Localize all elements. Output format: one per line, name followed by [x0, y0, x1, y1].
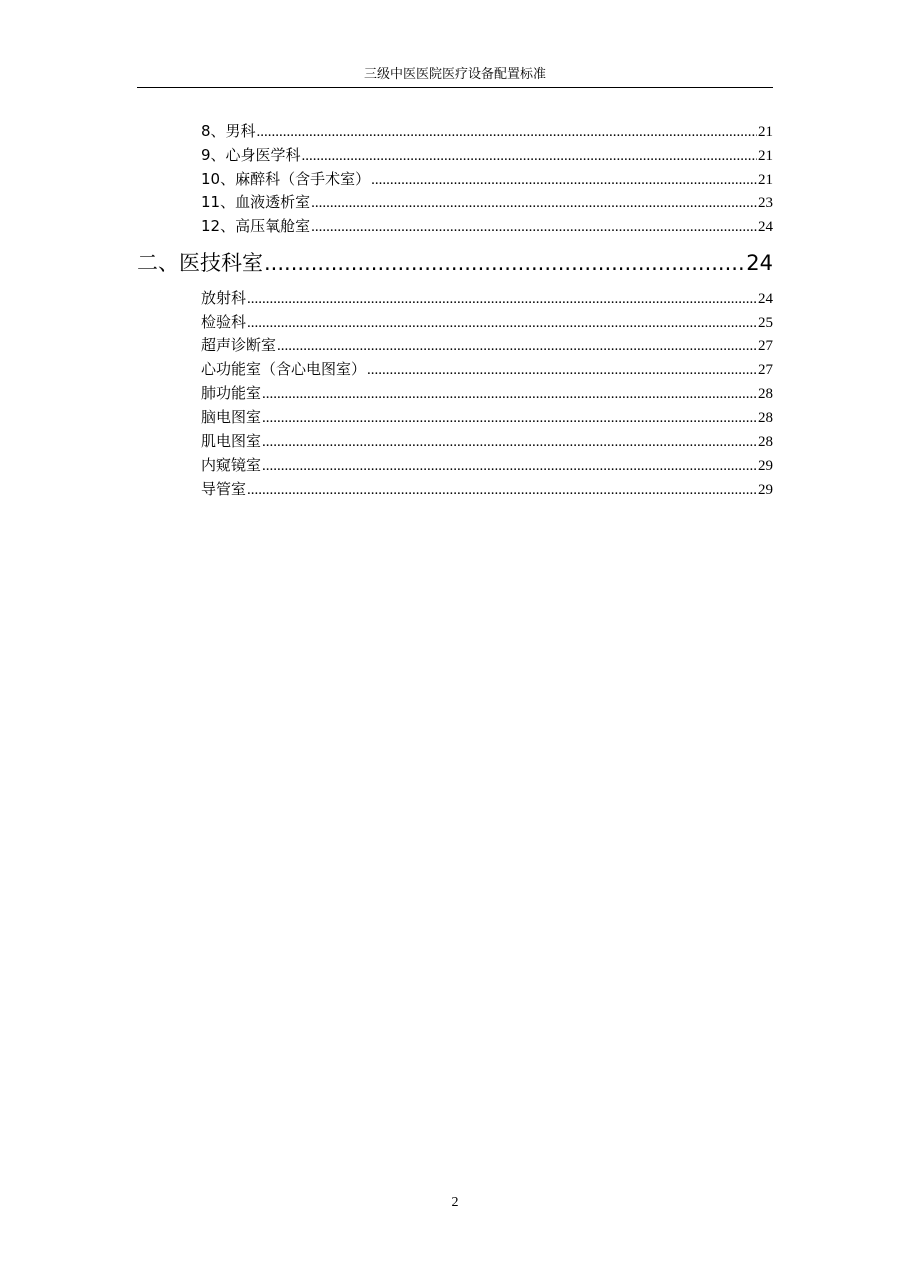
toc-entry-catheter-lab[interactable]: [201, 477, 773, 501]
toc-dot-leader: [262, 430, 757, 454]
toc-entry-anesthesia[interactable]: [201, 167, 773, 191]
toc-entry-page: 29: [758, 458, 773, 474]
toc-entry-hemodialysis[interactable]: [201, 190, 773, 214]
toc-dot-leader: [367, 358, 757, 382]
toc-entry-psychosomatic[interactable]: [201, 143, 773, 167]
toc-entry-label: 检验科: [201, 313, 247, 331]
toc-entry-eeg[interactable]: [201, 405, 773, 429]
toc-entry-page: 23: [758, 195, 773, 211]
toc-entry-label: 10、麻醉科（含手术室）: [201, 170, 371, 188]
toc-entry-andrology[interactable]: [201, 119, 773, 143]
toc-entry-emg[interactable]: [201, 429, 773, 453]
toc-entry-ultrasound[interactable]: [201, 333, 773, 357]
toc-entry-label: 11、血液透析室: [201, 193, 311, 211]
toc-dot-leader: [277, 334, 757, 358]
toc-entry-page: 21: [758, 148, 773, 164]
toc-dot-leader: [311, 215, 757, 239]
toc-entry-label: 放射科: [201, 289, 247, 307]
toc-entry-label: 12、高压氧舱室: [201, 217, 311, 235]
toc-entry-page: 21: [758, 124, 773, 140]
toc-dot-leader: [247, 287, 757, 311]
toc-entry-page: 27: [758, 338, 773, 354]
toc-entry-page: 25: [758, 315, 773, 331]
toc-dot-leader: [311, 191, 757, 215]
toc-section-medical-technology[interactable]: [137, 248, 773, 278]
toc-entry-page: 28: [758, 410, 773, 426]
toc-entry-page: 27: [758, 362, 773, 378]
toc-entry-page: 29: [758, 482, 773, 498]
toc-entry-label: 心功能室（含心电图室）: [201, 360, 367, 378]
toc-entry-label: 导管室: [201, 480, 247, 498]
toc-dot-leader: [262, 454, 757, 478]
toc-entry-page: 28: [758, 434, 773, 450]
toc-section-label: 二、医技科室: [137, 251, 263, 275]
toc-entry-page: 24: [758, 291, 773, 307]
toc-entry-label: 超声诊断室: [201, 336, 277, 354]
toc-entry-page: 21: [758, 172, 773, 188]
toc-section-page: 24: [746, 251, 773, 275]
toc-entry-label: 脑电图室: [201, 408, 262, 426]
toc-entry-radiology[interactable]: [201, 286, 773, 310]
toc-entry-page: 28: [758, 386, 773, 402]
toc-entry-laboratory[interactable]: [201, 310, 773, 334]
toc-entry-label: 9、心身医学科: [201, 146, 301, 164]
header-title: 三级中医医院医疗设备配置标准: [363, 67, 546, 82]
toc-entry-label: 内窥镜室: [201, 456, 262, 474]
toc-entry-endoscopy[interactable]: [201, 453, 773, 477]
toc-entry-pulmonary-function[interactable]: [201, 381, 773, 405]
toc-dot-leader: [262, 382, 757, 406]
toc-dot-leader: [262, 406, 757, 430]
toc-dot-leader: [302, 144, 757, 168]
page-number: 2: [451, 1195, 459, 1210]
toc-entry-cardiac-function[interactable]: [201, 357, 773, 381]
toc-dot-leader: [247, 478, 757, 502]
toc-entry-hyperbaric-oxygen[interactable]: [201, 214, 773, 238]
toc-dot-leader: [257, 120, 757, 144]
toc-entry-label: 肺功能室: [201, 384, 262, 402]
toc-dot-leader: [371, 168, 757, 192]
toc-entry-label: 8、男科: [201, 122, 256, 140]
toc-dot-leader: [264, 248, 745, 278]
toc-entry-label: 肌电图室: [201, 432, 262, 450]
toc-dot-leader: [247, 311, 757, 335]
toc-entry-page: 24: [758, 219, 773, 235]
